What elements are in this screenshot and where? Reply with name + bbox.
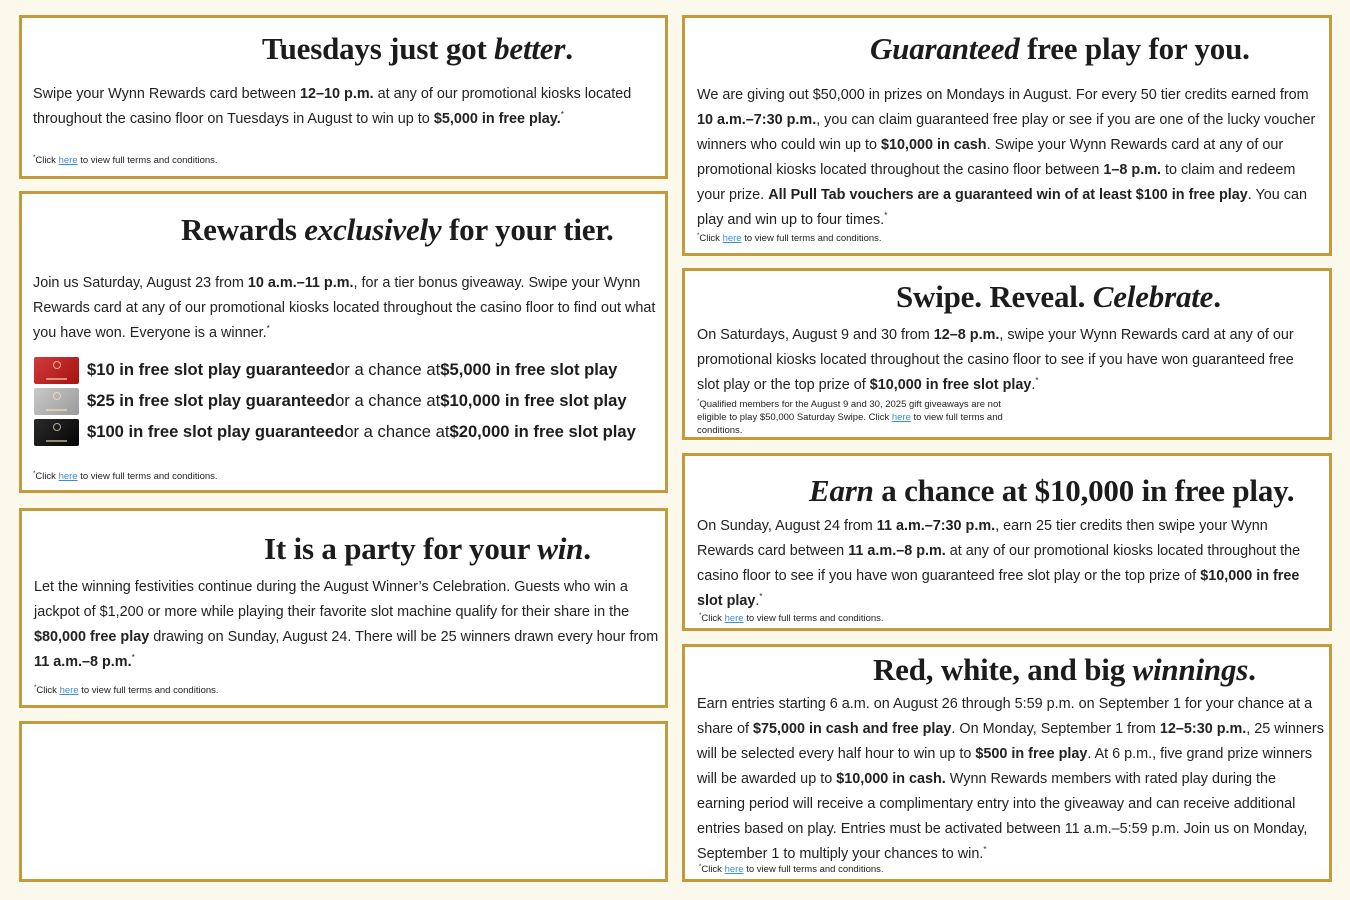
empty-card xyxy=(19,721,668,882)
terms-link[interactable]: here xyxy=(724,613,744,624)
promo-card-guaranteed xyxy=(682,15,1332,256)
promo-card-tuesdays xyxy=(19,15,668,179)
promo-body: On Sunday, August 24 from 11 a.m.–7:30 p.m., earn 25 tier credits then swipe your Wynn Rewards card between 11 a.m.–8 p.m. at any of our promotional kiosks located throughout the casino floor to see if you have won guaranteed free slot play or the top prize of $10,000 in free slot play.* xyxy=(697,518,1301,609)
promo-title: Earn a chance at $10,000 in free play. xyxy=(809,473,1295,508)
tier-row-silver: $25 in free slot play guaranteed or a chance at $10,000 in free slot play xyxy=(34,386,627,416)
promo-title: Tuesdays just got better. xyxy=(262,31,573,66)
red-tier-card-icon xyxy=(34,357,79,384)
tier-row-red: $10 in free slot play guaranteed or a chance at $5,000 in free slot play xyxy=(34,355,617,385)
terms-note: *Click here to view full terms and conditions. xyxy=(34,684,219,696)
terms-note: *Click here to view full terms and conditions. xyxy=(697,232,882,244)
promo-card-swipe xyxy=(682,268,1332,440)
promo-body: Let the winning festivities continue during the August Winner’s Celebration. Guests who win a jackpot of $1,200 or more while playing their favorite slot machine qualify for their share in the $80,000 free play drawing on Sunday, August 24. There will be 25 winners drawn every hour from 11 a.m.–8 p.m.* xyxy=(34,579,659,670)
terms-link[interactable]: here xyxy=(58,155,78,166)
terms-note: *Click here to view full terms and conditions. xyxy=(699,612,884,624)
terms-link[interactable]: here xyxy=(58,471,78,482)
promo-body: Swipe your Wynn Rewards card between 12–10 p.m. at any of our promotional kiosks located throughout the casino floor on Tuesdays in August to win up to $5,000 in free play.* xyxy=(33,86,632,127)
promo-card-redwhite xyxy=(682,644,1332,882)
promo-card-tier xyxy=(19,191,668,493)
terms-link[interactable]: here xyxy=(724,864,744,875)
terms-link[interactable]: here xyxy=(891,412,911,423)
terms-note: *Qualified members for the August 9 and 30, 2025 gift giveaways are not eligible to play $50,000 Saturday Swipe. Click here to view full terms and conditions. xyxy=(697,398,1003,436)
terms-note: *Click here to view full terms and conditions. xyxy=(699,863,884,875)
promo-body: Earn entries starting 6 a.m. on August 26 through 5:59 p.m. on September 1 for your chance at a share of $75,000 in cash and free play. On Monday, September 1 from 12–5:30 p.m., 25 winners will be selected every half hour to win up to $500 in free play. At 6 p.m., five grand prize winners will be awarded up to $10,000 in cash. Wynn Rewards members with rated play during the earning period will receive a complimentary entry into the giveaway and can receive additional entries based on play. Entries must be activated between 11 a.m.–5:59 p.m. Join us on Monday, September 1 to multiply your chances to win.* xyxy=(697,696,1324,862)
promo-body: We are giving out $50,000 in prizes on Mondays in August. For every 50 tier credits earned from 10 a.m.–7:30 p.m., you can claim guaranteed free play or see if you are one of the lucky voucher winners who could win up to $10,000 in cash. Swipe your Wynn Rewards card at any of our promotional kiosks located throughout the casino floor between 1–8 p.m. to claim and redeem your prize. All Pull Tab vouchers are a guaranteed win of at least $100 in free play. You can play and win up to four times.* xyxy=(697,87,1316,228)
promo-title: Swipe. Reveal. Celebrate. xyxy=(896,279,1221,314)
black-tier-card-icon xyxy=(34,419,79,446)
promo-title: Guaranteed free play for you. xyxy=(870,31,1250,66)
promo-title: It is a party for your win. xyxy=(264,531,591,566)
terms-link[interactable]: here xyxy=(722,233,742,244)
promo-title: Red, white, and big winnings. xyxy=(873,652,1256,687)
promo-card-earn xyxy=(682,453,1332,631)
promo-card-party xyxy=(19,508,668,708)
terms-link[interactable]: here xyxy=(59,685,79,696)
terms-note: *Click here to view full terms and conditions. xyxy=(33,154,218,166)
promo-title: Rewards exclusively for your tier. xyxy=(181,212,614,247)
silver-tier-card-icon xyxy=(34,388,79,415)
terms-note: *Click here to view full terms and conditions. xyxy=(33,470,218,482)
promo-body: Join us Saturday, August 23 from 10 a.m.–11 p.m., for a tier bonus giveaway. Swipe your Wynn Rewards card at any of our promotional kiosks located throughout the casino floor to find out what you have won. Everyone is a winner.* xyxy=(33,275,656,341)
promo-body: On Saturdays, August 9 and 30 from 12–8 p.m., swipe your Wynn Rewards card at any of our promotional kiosks located throughout the casino floor to see if you have won guaranteed free slot play or the top prize of $10,000 in free slot play.* xyxy=(697,327,1294,393)
tier-row-black: $100 in free slot play guaranteed or a chance at $20,000 in free slot play xyxy=(34,417,636,447)
